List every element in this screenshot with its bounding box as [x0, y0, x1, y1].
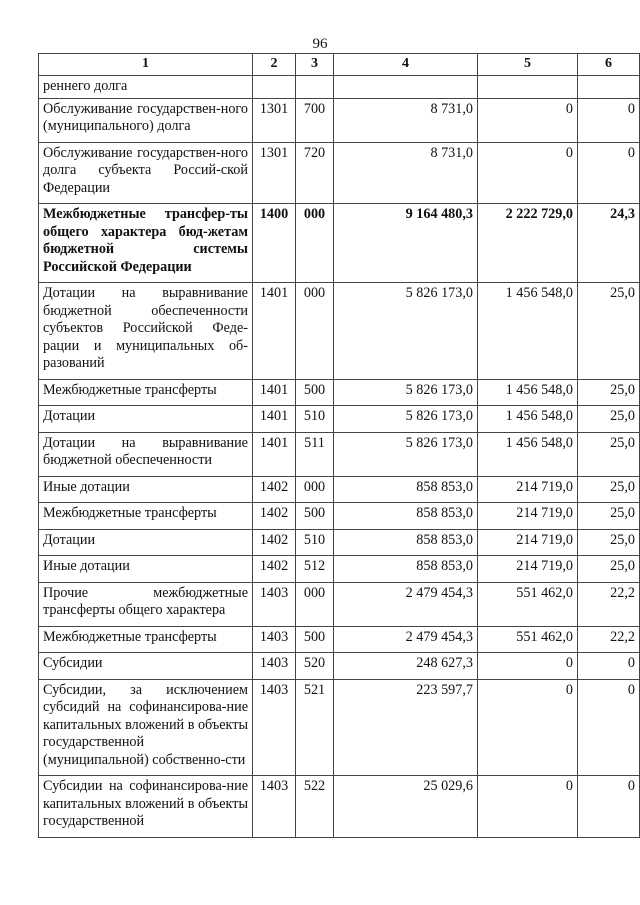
row-expense-type-cell: 510 — [296, 406, 334, 433]
row-name-cell: Субсидии на софинансирова-ние капитальных вложений в объекты государственной — [39, 776, 253, 838]
table-row — [39, 582, 640, 626]
row-percent-cell — [578, 76, 640, 99]
row-percent-cell: 0 — [578, 653, 640, 680]
row-name-cell: Иные дотации — [39, 476, 253, 503]
row-expense-type-cell: 700 — [296, 98, 334, 142]
row-executed-amount-cell: 0 — [478, 98, 578, 142]
row-section-code-cell: 1403 — [253, 582, 296, 626]
row-section-code-cell: 1301 — [253, 98, 296, 142]
row-percent-cell: 25,0 — [578, 432, 640, 476]
row-section-code-cell: 1403 — [253, 653, 296, 680]
row-section-code-cell: 1401 — [253, 406, 296, 433]
row-section-code-cell: 1401 — [253, 432, 296, 476]
row-expense-type-cell: 500 — [296, 626, 334, 653]
row-expense-type-cell: 000 — [296, 582, 334, 626]
column-header: 5 — [478, 54, 578, 76]
row-section-code-cell: 1402 — [253, 503, 296, 530]
row-name-cell: Обслуживание государствен-ного (муниципального) долга — [39, 98, 253, 142]
row-percent-cell: 25,0 — [578, 283, 640, 380]
row-executed-amount-cell: 214 719,0 — [478, 529, 578, 556]
row-executed-amount-cell: 0 — [478, 679, 578, 776]
row-plan-amount-cell: 2 479 454,3 — [334, 626, 478, 653]
row-expense-type-cell: 510 — [296, 529, 334, 556]
row-plan-amount-cell — [334, 76, 478, 99]
row-percent-cell: 0 — [578, 98, 640, 142]
row-section-code-cell: 1402 — [253, 476, 296, 503]
row-plan-amount-cell: 858 853,0 — [334, 556, 478, 583]
row-executed-amount-cell: 1 456 548,0 — [478, 379, 578, 406]
row-percent-cell: 24,3 — [578, 204, 640, 283]
row-executed-amount-cell: 1 456 548,0 — [478, 432, 578, 476]
row-section-code-cell: 1403 — [253, 679, 296, 776]
table-row — [39, 204, 640, 283]
table-header-row — [39, 54, 640, 76]
row-name-cell: Межбюджетные трансферты — [39, 379, 253, 406]
row-percent-cell: 22,2 — [578, 626, 640, 653]
row-percent-cell: 22,2 — [578, 582, 640, 626]
column-header: 2 — [253, 54, 296, 76]
row-name-cell: Дотации на выравнивание бюджетной обеспеченности — [39, 432, 253, 476]
row-percent-cell: 25,0 — [578, 406, 640, 433]
table-row — [39, 679, 640, 776]
page-number: 96 — [312, 36, 328, 52]
row-expense-type-cell: 511 — [296, 432, 334, 476]
row-expense-type-cell: 000 — [296, 204, 334, 283]
table-row — [39, 776, 640, 838]
row-expense-type-cell: 720 — [296, 142, 334, 204]
row-executed-amount-cell: 2 222 729,0 — [478, 204, 578, 283]
row-executed-amount-cell: 0 — [478, 142, 578, 204]
table-body — [39, 76, 640, 838]
row-executed-amount-cell: 214 719,0 — [478, 476, 578, 503]
table-row — [39, 406, 640, 433]
row-name-cell: Обслуживание государствен-ного долга субъекта Россий-ской Федерации — [39, 142, 253, 204]
row-percent-cell: 25,0 — [578, 529, 640, 556]
row-section-code-cell: 1401 — [253, 283, 296, 380]
row-percent-cell: 25,0 — [578, 556, 640, 583]
row-percent-cell: 25,0 — [578, 503, 640, 530]
row-section-code-cell: 1403 — [253, 626, 296, 653]
table-row — [39, 653, 640, 680]
row-executed-amount-cell: 1 456 548,0 — [478, 283, 578, 380]
row-percent-cell: 25,0 — [578, 476, 640, 503]
table-row — [39, 432, 640, 476]
row-executed-amount-cell: 551 462,0 — [478, 582, 578, 626]
row-section-code-cell: 1402 — [253, 529, 296, 556]
row-name-cell: Межбюджетные трансферты — [39, 503, 253, 530]
row-section-code-cell: 1403 — [253, 776, 296, 838]
table-row — [39, 529, 640, 556]
row-executed-amount-cell — [478, 76, 578, 99]
column-header: 6 — [578, 54, 640, 76]
table-row — [39, 556, 640, 583]
column-header: 4 — [334, 54, 478, 76]
row-percent-cell: 0 — [578, 679, 640, 776]
row-expense-type-cell: 522 — [296, 776, 334, 838]
row-section-code-cell — [253, 76, 296, 99]
row-name-cell: Субсидии, за исключением субсидий на софинансирова-ние капитальных вложений в объекты государственной (муниципальной) собственно-сти — [39, 679, 253, 776]
row-name-cell: Межбюджетные трансфер-ты общего характера бюд-жетам бюджетной системы Российской Федерации — [39, 204, 253, 283]
row-name-cell: Субсидии — [39, 653, 253, 680]
row-plan-amount-cell: 858 853,0 — [334, 529, 478, 556]
row-name-cell: Дотации — [39, 529, 253, 556]
row-plan-amount-cell: 5 826 173,0 — [334, 283, 478, 380]
row-expense-type-cell: 500 — [296, 503, 334, 530]
row-expense-type-cell — [296, 76, 334, 99]
row-expense-type-cell: 520 — [296, 653, 334, 680]
row-expense-type-cell: 512 — [296, 556, 334, 583]
row-plan-amount-cell: 5 826 173,0 — [334, 406, 478, 433]
table-row — [39, 476, 640, 503]
row-plan-amount-cell: 248 627,3 — [334, 653, 478, 680]
row-section-code-cell: 1301 — [253, 142, 296, 204]
row-executed-amount-cell: 1 456 548,0 — [478, 406, 578, 433]
row-executed-amount-cell: 214 719,0 — [478, 503, 578, 530]
row-percent-cell: 25,0 — [578, 379, 640, 406]
row-executed-amount-cell: 214 719,0 — [478, 556, 578, 583]
row-name-cell: Дотации — [39, 406, 253, 433]
row-name-cell: Иные дотации — [39, 556, 253, 583]
row-section-code-cell: 1401 — [253, 379, 296, 406]
table-row — [39, 283, 640, 380]
row-expense-type-cell: 000 — [296, 283, 334, 380]
row-plan-amount-cell: 8 731,0 — [334, 98, 478, 142]
row-plan-amount-cell: 25 029,6 — [334, 776, 478, 838]
row-percent-cell: 0 — [578, 776, 640, 838]
row-plan-amount-cell: 5 826 173,0 — [334, 379, 478, 406]
table-row — [39, 626, 640, 653]
table-row — [39, 98, 640, 142]
table-row — [39, 379, 640, 406]
row-executed-amount-cell: 0 — [478, 653, 578, 680]
row-executed-amount-cell: 0 — [478, 776, 578, 838]
row-percent-cell: 0 — [578, 142, 640, 204]
row-expense-type-cell: 500 — [296, 379, 334, 406]
row-plan-amount-cell: 858 853,0 — [334, 503, 478, 530]
row-name-cell: реннего долга — [39, 76, 253, 99]
row-name-cell: Прочие межбюджетные трансферты общего характера — [39, 582, 253, 626]
row-plan-amount-cell: 2 479 454,3 — [334, 582, 478, 626]
column-header: 3 — [296, 54, 334, 76]
table-row — [39, 142, 640, 204]
row-plan-amount-cell: 5 826 173,0 — [334, 432, 478, 476]
table-row — [39, 76, 640, 99]
row-name-cell: Дотации на выравнивание бюджетной обеспеченности субъектов Российской Феде-рации и муниципальных об-разований — [39, 283, 253, 380]
budget-table — [38, 53, 640, 838]
row-name-cell: Межбюджетные трансферты — [39, 626, 253, 653]
row-section-code-cell: 1402 — [253, 556, 296, 583]
row-expense-type-cell: 000 — [296, 476, 334, 503]
table-row — [39, 503, 640, 530]
row-section-code-cell: 1400 — [253, 204, 296, 283]
row-executed-amount-cell: 551 462,0 — [478, 626, 578, 653]
row-plan-amount-cell: 9 164 480,3 — [334, 204, 478, 283]
row-expense-type-cell: 521 — [296, 679, 334, 776]
row-plan-amount-cell: 858 853,0 — [334, 476, 478, 503]
column-header: 1 — [39, 54, 253, 76]
row-plan-amount-cell: 8 731,0 — [334, 142, 478, 204]
row-plan-amount-cell: 223 597,7 — [334, 679, 478, 776]
